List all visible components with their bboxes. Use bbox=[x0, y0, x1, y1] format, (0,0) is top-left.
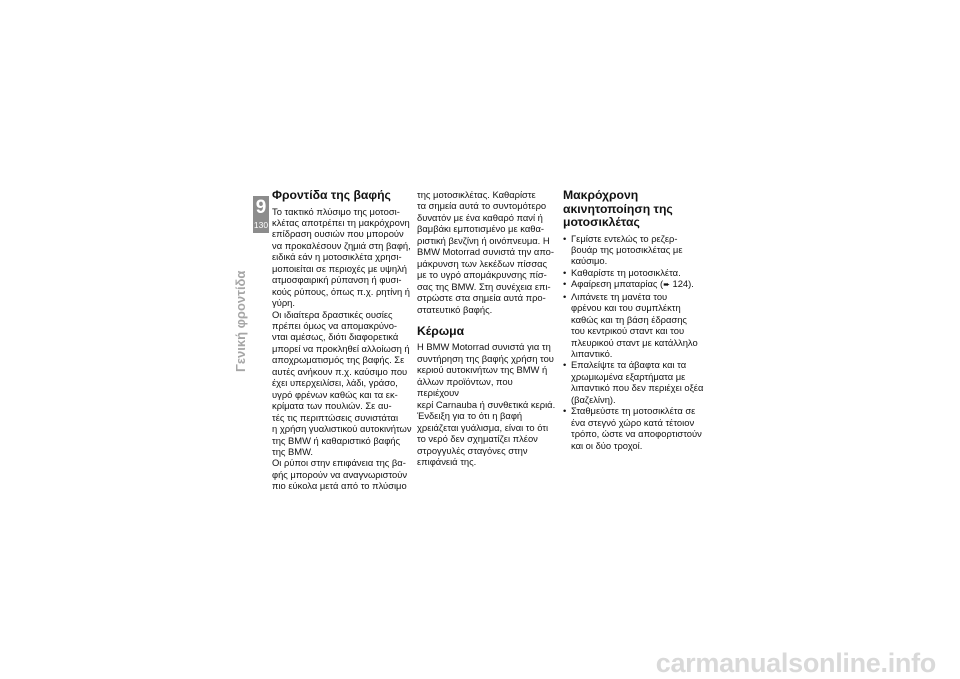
arrow-right-icon: ➨ bbox=[663, 280, 670, 290]
storage-list bbox=[563, 233, 713, 452]
list-item: • Σταθμεύστε τη μοτοσικλέτα σε ένα στεγνό χώρο κατά τέτοιον τρόπο, ώστε να αποφορτιστούν και οι δύο τροχοί. bbox=[563, 405, 702, 451]
column-left bbox=[272, 189, 412, 492]
chapter-number: 9 bbox=[255, 197, 267, 218]
column-middle bbox=[417, 189, 557, 467]
bullet-icon: • bbox=[563, 278, 567, 290]
bullet-icon: • bbox=[563, 405, 567, 417]
list-item: • Επαλείψτε τα άβαφτα και τα χρωμιωμένα εξαρτήματα με λιπαντικό που δεν περιέχει οξέα (βαζελίνη). bbox=[563, 359, 704, 405]
bullet-icon: • bbox=[563, 266, 567, 278]
page-number: 130 bbox=[253, 220, 269, 230]
bullet-icon: • bbox=[563, 290, 567, 302]
paint-care-heading: Φροντίδα της βαφής bbox=[272, 188, 391, 202]
chapter-side-title: Γενική φροντίδα bbox=[233, 270, 248, 372]
list-item: • Γεμίστε εντελώς το ρεζερ- βουάρ της μοτοσικλέτας με καύσιμο. bbox=[563, 232, 683, 267]
storage-heading: Μακρόχρονη ακινητοποίηση της μοτοσικλέτας bbox=[563, 188, 673, 229]
watermark: carmanualsonline.info bbox=[655, 648, 936, 678]
paint-care-text: Το τακτικό πλύσιμο της μοτοσι- κλέτας αποτρέπει τη μακρόχρονη επίδραση ουσιών που μπορούν να προκαλέσουν ζημιά στη βαφή, ειδικά εάν η μοτοσικλέτα χρησι- μοποιείται σε περιοχές με υψηλή ατμοσφαιρική ρύπανση ή φυσι- κούς ρύπους, όπως π.χ. ρητίνη ή γύρη. Οι ιδιαίτερα δραστικές ουσίες πρέπει όμως να απομακρύνο- νται αμέσως, διότι διαφορετικά μπορεί να προκληθεί αλλοίωση ή αποχρωματισμός της βαφής. Σε αυτές ανήκουν π.χ. καύσιμο που έχει υπερχειλίσει, λάδι, γράσο, υγρό φρένων καθώς και τα εκ- κρίματα των πουλιών. Σε αυ- τές τις περιπτώσεις συνιστάται η χρήση γυαλιστικού αυτοκινήτων της BMW ή καθαριστικό βαφής της BMW. Οι ρύποι στην επιφάνεια της βα- φής μπορούν να αναγνωριστούν πιο εύκολα μετά από το πλύσιμο bbox=[272, 205, 412, 492]
list-item: • Καθαρίστε τη μοτοσικλέτα. bbox=[563, 266, 681, 278]
bullet-icon: • bbox=[563, 359, 567, 371]
bullet-icon: • bbox=[563, 232, 567, 244]
chapter-tab bbox=[253, 196, 269, 233]
list-item-battery: • Αφαίρεση μπαταρίας (➨ 124). bbox=[563, 278, 694, 290]
wax-text: Η BMW Motorrad συνιστά για τη συντήρηση της βαφής χρήση του κεριού αυτοκινήτων της BMW ή άλλων προϊόντων, που περιέχουν κερί Carnauba ή συνθετικά κεριά. Ένδειξη για το ότι η βαφή χρειάζεται γυάλισμα, είναι το ότι το νερό δεν σχηματίζει πλέον στρογγυλές σταγόνες στην επιφάνειά της. bbox=[417, 341, 556, 468]
list-item: • Λιπάνετε τη μανέτα του φρένου και του συμπλέκτη καθώς και τη βάση έδρασης του κεντρικού σταντ και του πλευρικού σταντ με κατάλληλο λιπαντικό. bbox=[563, 290, 698, 360]
paint-care-text-continued: της μοτοσικλέτας. Καθαρίστε τα σημεία αυτά το συντομότερο δυνατόν με ένα καθαρό πανί ή βαμβάκι εμποτισμένο με καθα- ριστική βενζίνη ή οινόπνευμα. Η BMW Motorrad συνιστά την απο- μάκρυνση των λεκέδων πίσσας με το υγρό απομάκρυνσης πίσ- σας της BMW. Στη συνέχεια επι- στρώστε στα σημεία αυτά προ- στατευτικό βαφής. bbox=[417, 189, 554, 315]
wax-heading: Κέρωμα bbox=[417, 323, 465, 338]
column-right bbox=[563, 189, 713, 451]
